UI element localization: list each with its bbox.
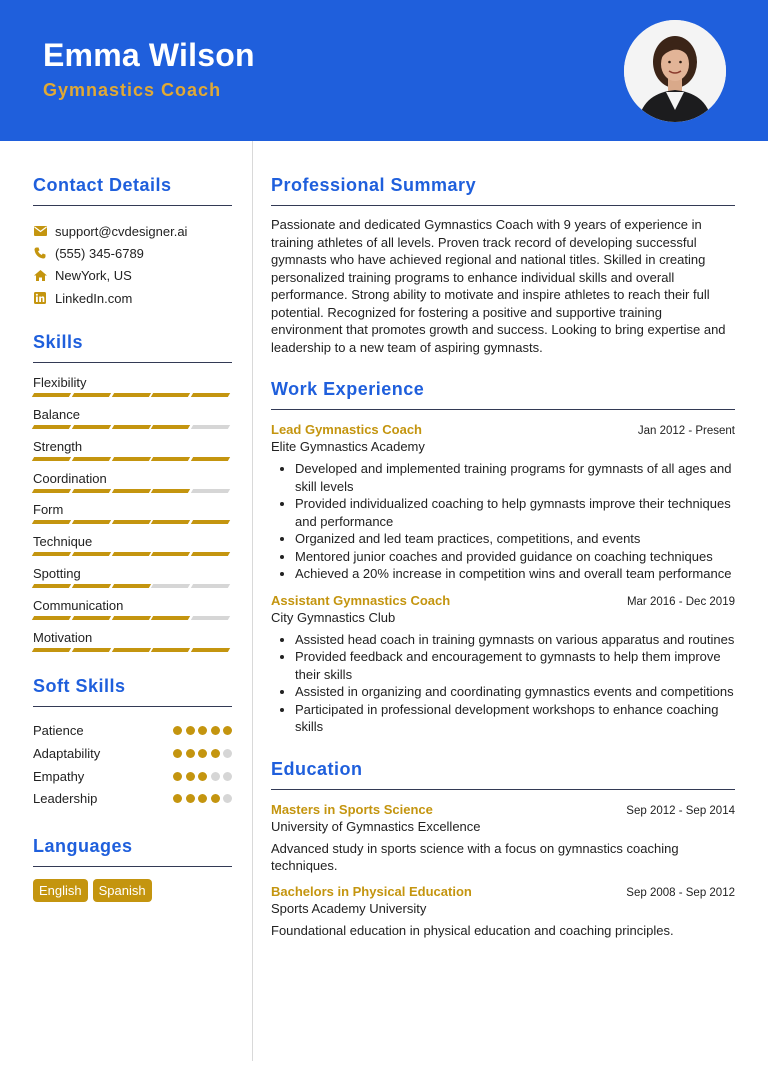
skill-segment-filled — [151, 616, 190, 620]
job-entry — [271, 593, 735, 736]
education-description: Advanced study in sports science with a focus on gymnastics coaching techniques. — [271, 840, 679, 873]
home-icon — [33, 269, 47, 283]
soft-skill-rating — [170, 794, 233, 803]
skill-row — [33, 534, 232, 566]
avatar — [624, 20, 726, 122]
job-organization: Elite Gymnastics Academy — [271, 439, 425, 454]
job-bullet: • Provided individualized coaching to help gymnasts improve their techniques and performance — [295, 495, 735, 530]
skill-segment-filled — [151, 520, 190, 524]
job-bullets — [271, 460, 735, 583]
skill-segment-filled — [32, 616, 71, 620]
education-section — [271, 759, 735, 940]
soft-skills-title: Soft Skills — [33, 676, 232, 707]
rating-dot-filled — [198, 794, 207, 803]
skill-name: Motivation — [33, 629, 93, 645]
skill-name: Technique — [33, 534, 93, 550]
skill-segment-empty — [191, 425, 230, 429]
rating-dot-filled — [173, 794, 182, 803]
skill-segment-filled — [111, 489, 150, 493]
education-description: Foundational education in physical education and coaching principles. — [271, 922, 674, 938]
skill-segment-filled — [72, 457, 111, 461]
skill-segment-filled — [111, 616, 150, 620]
skill-segment-filled — [111, 393, 150, 397]
contact-linkedin-text: LinkedIn.com — [55, 290, 133, 306]
skills-section — [33, 332, 232, 661]
soft-skills-section — [33, 676, 232, 810]
skill-segment-filled — [72, 584, 111, 588]
school-name: Sports Academy University — [271, 900, 427, 916]
skill-segment-filled — [111, 584, 150, 588]
skill-level-bar — [33, 520, 232, 524]
soft-skill-row — [33, 787, 232, 810]
skill-level-bar — [33, 616, 232, 620]
skill-name: Balance — [33, 406, 80, 422]
skill-segment-filled — [151, 489, 190, 493]
rating-dot-filled — [173, 749, 182, 758]
skill-row — [33, 502, 232, 534]
skill-segment-filled — [151, 648, 190, 652]
languages-section — [33, 836, 232, 902]
skill-segment-filled — [111, 648, 150, 652]
right-column — [271, 141, 735, 939]
language-badge: Spanish — [93, 879, 152, 902]
soft-skill-row — [33, 719, 232, 742]
skill-segment-filled — [191, 457, 230, 461]
job-title: Lead Gymnastics Coach — [271, 422, 422, 437]
skill-segment-filled — [191, 552, 230, 556]
contact-section — [33, 175, 232, 309]
education-title: Education — [271, 759, 735, 790]
skill-level-bar — [33, 393, 232, 397]
job-bullet: • Participated in professional development workshops to enhance coaching skills — [295, 701, 735, 736]
school-name: University of Gymnastics Excellence — [271, 818, 481, 834]
skill-level-bar — [33, 552, 232, 556]
skill-segment-filled — [72, 616, 111, 620]
job-bullet: • Organized and led team practices, competitions, and events — [295, 530, 735, 548]
skill-level-bar — [33, 584, 232, 588]
skill-level-bar — [33, 457, 232, 461]
rating-dot-filled — [198, 726, 207, 735]
degree-title: Masters in Sports Science — [271, 801, 433, 817]
job-date: Jan 2012 - Present — [637, 425, 735, 437]
skill-segment-filled — [72, 552, 111, 556]
contact-phone-text: (555) 345-6789 — [55, 245, 144, 261]
language-badge: English — [33, 879, 88, 902]
skill-row — [33, 630, 232, 662]
rating-dot-filled — [186, 726, 195, 735]
skill-row — [33, 375, 232, 407]
skill-segment-filled — [151, 552, 190, 556]
soft-skill-name: Leadership — [33, 791, 98, 807]
skill-name: Form — [33, 502, 64, 518]
candidate-role: Gymnastics Coach — [43, 80, 222, 100]
experience-section — [271, 379, 735, 736]
skill-segment-filled — [72, 425, 111, 429]
candidate-name: Emma Wilson — [43, 37, 255, 73]
soft-skill-row — [33, 765, 232, 788]
job-entry — [271, 422, 735, 583]
education-date: Sep 2008 - Sep 2012 — [626, 886, 735, 899]
skill-segment-filled — [32, 584, 71, 588]
soft-skill-row — [33, 742, 232, 765]
skill-name: Communication — [33, 597, 124, 613]
skill-segment-filled — [72, 648, 111, 652]
skill-segment-filled — [32, 425, 71, 429]
job-bullet: • Achieved a 20% increase in competition wins and overall team performance — [295, 565, 735, 583]
skill-row — [33, 566, 232, 598]
job-title: Assistant Gymnastics Coach — [271, 592, 451, 608]
skill-segment-filled — [191, 648, 230, 652]
summary-text: Passionate and dedicated Gymnastics Coach with 9 years of experience in training athletes of all levels. Proven track record of developing successful gymnasts who have achieved regional and national titles. Skilled in creating personalized training programs to enhance individual skills and overall performance. Strong ability to motivate and inspire athletes to reach their full potential. Recognized for fostering a positive and supportive training environment that promotes growth and success. Looking to bring expertise and leadership to a new team of aspiring gymnasts. — [271, 217, 726, 355]
skill-segment-filled — [151, 457, 190, 461]
rating-dot-empty — [223, 794, 232, 803]
contact-location-text: NewYork, US — [55, 268, 132, 284]
languages-title: Languages — [33, 836, 232, 867]
skill-row — [33, 598, 232, 630]
contact-title: Contact Details — [33, 175, 232, 206]
summary-section — [271, 175, 735, 356]
skill-row — [33, 439, 232, 471]
skill-segment-empty — [191, 584, 230, 588]
skill-segment-filled — [72, 393, 111, 397]
skill-segment-filled — [151, 425, 190, 429]
rating-dot-filled — [173, 726, 182, 735]
rating-dot-filled — [211, 794, 220, 803]
summary-title: Professional Summary — [271, 175, 735, 206]
linkedin-icon — [33, 291, 47, 305]
skill-segment-filled — [72, 520, 111, 524]
rating-dot-filled — [211, 726, 220, 735]
skills-list — [33, 375, 232, 661]
skill-segment-filled — [72, 489, 111, 493]
job-bullet: • Assisted in organizing and coordinating gymnastics events and competitions — [295, 683, 735, 701]
envelope-icon — [33, 224, 47, 238]
education-entry — [271, 884, 735, 940]
contact-phone[interactable] — [33, 242, 232, 264]
job-bullet: • Assisted head coach in training gymnasts on various apparatus and routines — [295, 631, 735, 649]
skills-title: Skills — [33, 332, 232, 363]
rating-dot-filled — [186, 749, 195, 758]
skill-row — [33, 407, 232, 439]
skill-level-bar — [33, 489, 232, 493]
skill-name: Strength — [33, 438, 83, 454]
soft-skill-name: Adaptability — [33, 745, 101, 761]
rating-dot-filled — [211, 749, 220, 758]
skill-segment-filled — [191, 393, 230, 397]
rating-dot-filled — [173, 772, 182, 781]
skill-segment-filled — [111, 552, 150, 556]
rating-dot-filled — [186, 772, 195, 781]
soft-skill-rating — [170, 772, 233, 781]
skill-segment-filled — [32, 648, 71, 652]
skill-segment-filled — [191, 520, 230, 524]
soft-skills-list — [33, 719, 232, 810]
soft-skill-name: Empathy — [33, 768, 85, 784]
skill-segment-filled — [32, 520, 71, 524]
job-date: Mar 2016 - Dec 2019 — [626, 595, 735, 608]
skill-level-bar — [33, 425, 232, 429]
contact-linkedin[interactable] — [33, 287, 232, 309]
education-entry — [271, 802, 735, 875]
skill-level-bar — [33, 648, 232, 652]
job-bullet: • Mentored junior coaches and provided guidance on coaching techniques — [295, 548, 735, 566]
rating-dot-filled — [186, 794, 195, 803]
column-divider — [252, 141, 253, 1061]
skill-segment-empty — [151, 584, 190, 588]
job-organization: City Gymnastics Club — [271, 609, 396, 625]
skill-segment-filled — [111, 520, 150, 524]
skill-segment-filled — [32, 489, 71, 493]
skill-segment-filled — [111, 425, 150, 429]
left-column — [33, 141, 232, 902]
skill-name: Coordination — [33, 470, 107, 486]
education-date: Sep 2012 - Sep 2014 — [626, 804, 735, 817]
skill-segment-filled — [32, 393, 71, 397]
soft-skill-name: Patience — [33, 723, 84, 739]
skill-segment-empty — [191, 616, 230, 620]
skill-segment-filled — [151, 393, 190, 397]
rating-dot-filled — [198, 772, 207, 781]
skill-segment-empty — [191, 489, 230, 493]
skill-row — [33, 471, 232, 503]
experience-title: Work Experience — [271, 379, 735, 410]
rating-dot-empty — [223, 772, 232, 781]
job-bullet: • Provided feedback and encouragement to gymnasts to help them improve their skills — [295, 648, 735, 683]
rating-dot-empty — [211, 772, 220, 781]
phone-icon — [33, 246, 47, 260]
rating-dot-filled — [223, 726, 232, 735]
degree-title: Bachelors in Physical Education — [271, 883, 472, 899]
contact-location — [33, 265, 232, 287]
rating-dot-filled — [198, 749, 207, 758]
skill-segment-filled — [32, 457, 71, 461]
skill-segment-filled — [111, 457, 150, 461]
skill-name: Flexibility — [33, 375, 87, 391]
job-bullets — [271, 631, 735, 736]
contact-email[interactable] — [33, 220, 232, 242]
soft-skill-rating — [170, 726, 233, 735]
skill-segment-filled — [32, 552, 71, 556]
job-bullet: • Developed and implemented training programs for gymnasts of all ages and skill levels — [295, 460, 735, 495]
contact-email-text: support@cvdesigner.ai — [55, 223, 188, 239]
skill-name: Spotting — [33, 565, 81, 581]
header-banner — [0, 0, 768, 141]
soft-skill-rating — [170, 749, 233, 758]
rating-dot-empty — [223, 749, 232, 758]
